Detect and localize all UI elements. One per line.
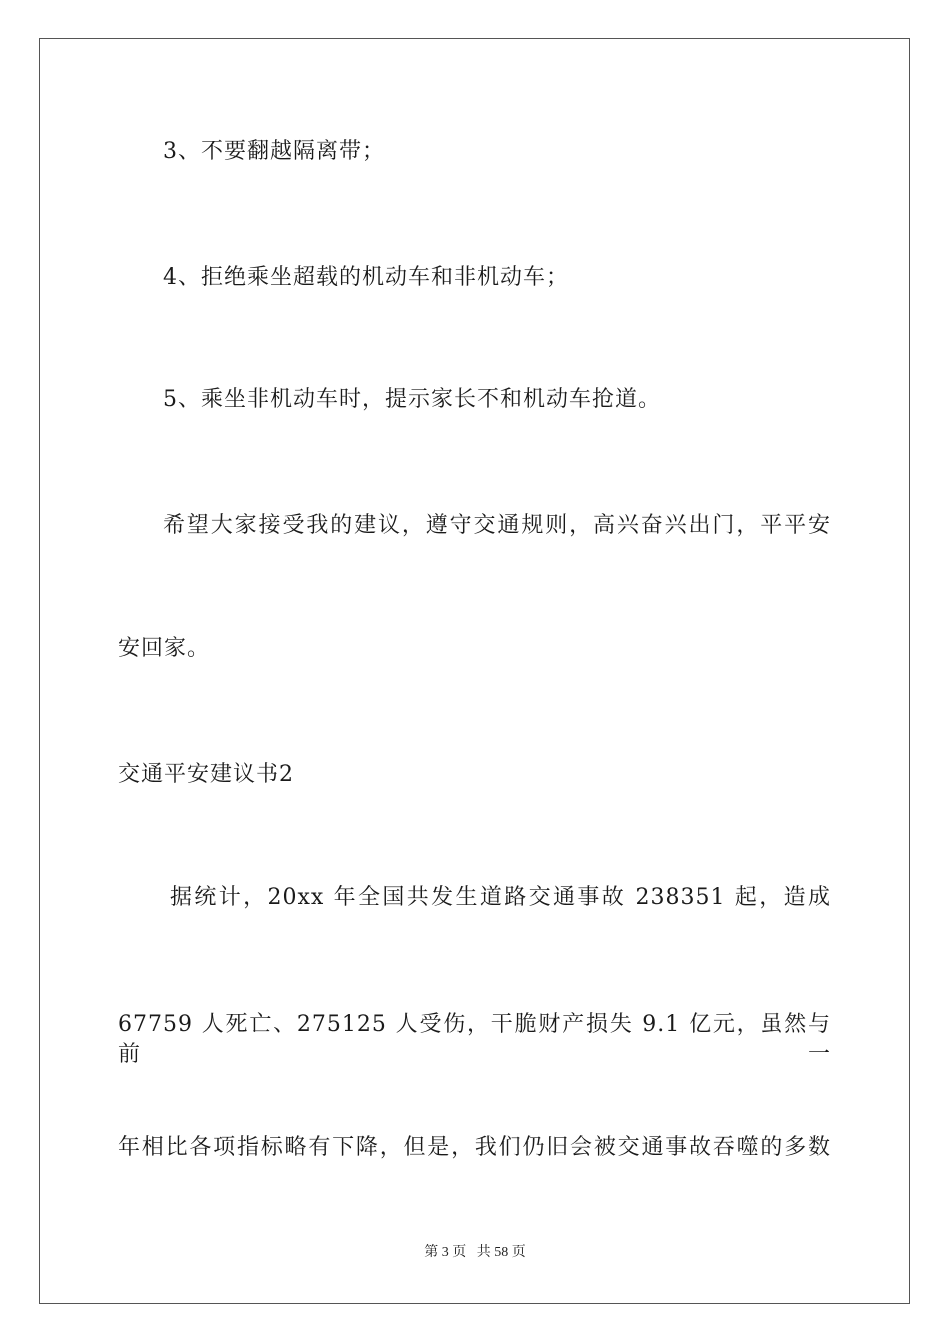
paragraph-stats-line-3: 年相比各项指标略有下降，但是，我们仍旧会被交通事故吞噬的多数 [118,1135,831,1160]
list-item-3: 3、不要翻越隔离带； [163,139,385,164]
list-item-4: 4、拒绝乘坐超载的机动车和非机动车； [163,265,569,290]
total-pages: 共 58 页 [476,1245,526,1260]
page-footer [0,1244,950,1262]
paragraph-closing-line-2: 安回家。 [118,636,211,661]
paragraph-closing-line-1: 希望大家接受我的建议，遵守交通规则，高兴奋兴出门，平平安 [163,513,831,538]
list-item-5: 5、乘坐非机动车时，提示家长不和机动车抢道。 [163,387,661,412]
paragraph-stats-line-1: 据统计，20xx 年全国共发生道路交通事故 238351 起，造成 [170,885,831,910]
page-border [39,38,910,1304]
page-number: 第 3 页 [424,1245,467,1260]
paragraph-stats-line-2: 67759 人死亡、275125 人受伤，干脆财产损失 9.1 亿元，虽然与前一 [118,1012,831,1067]
section-heading: 交通平安建议书2 [118,762,294,787]
